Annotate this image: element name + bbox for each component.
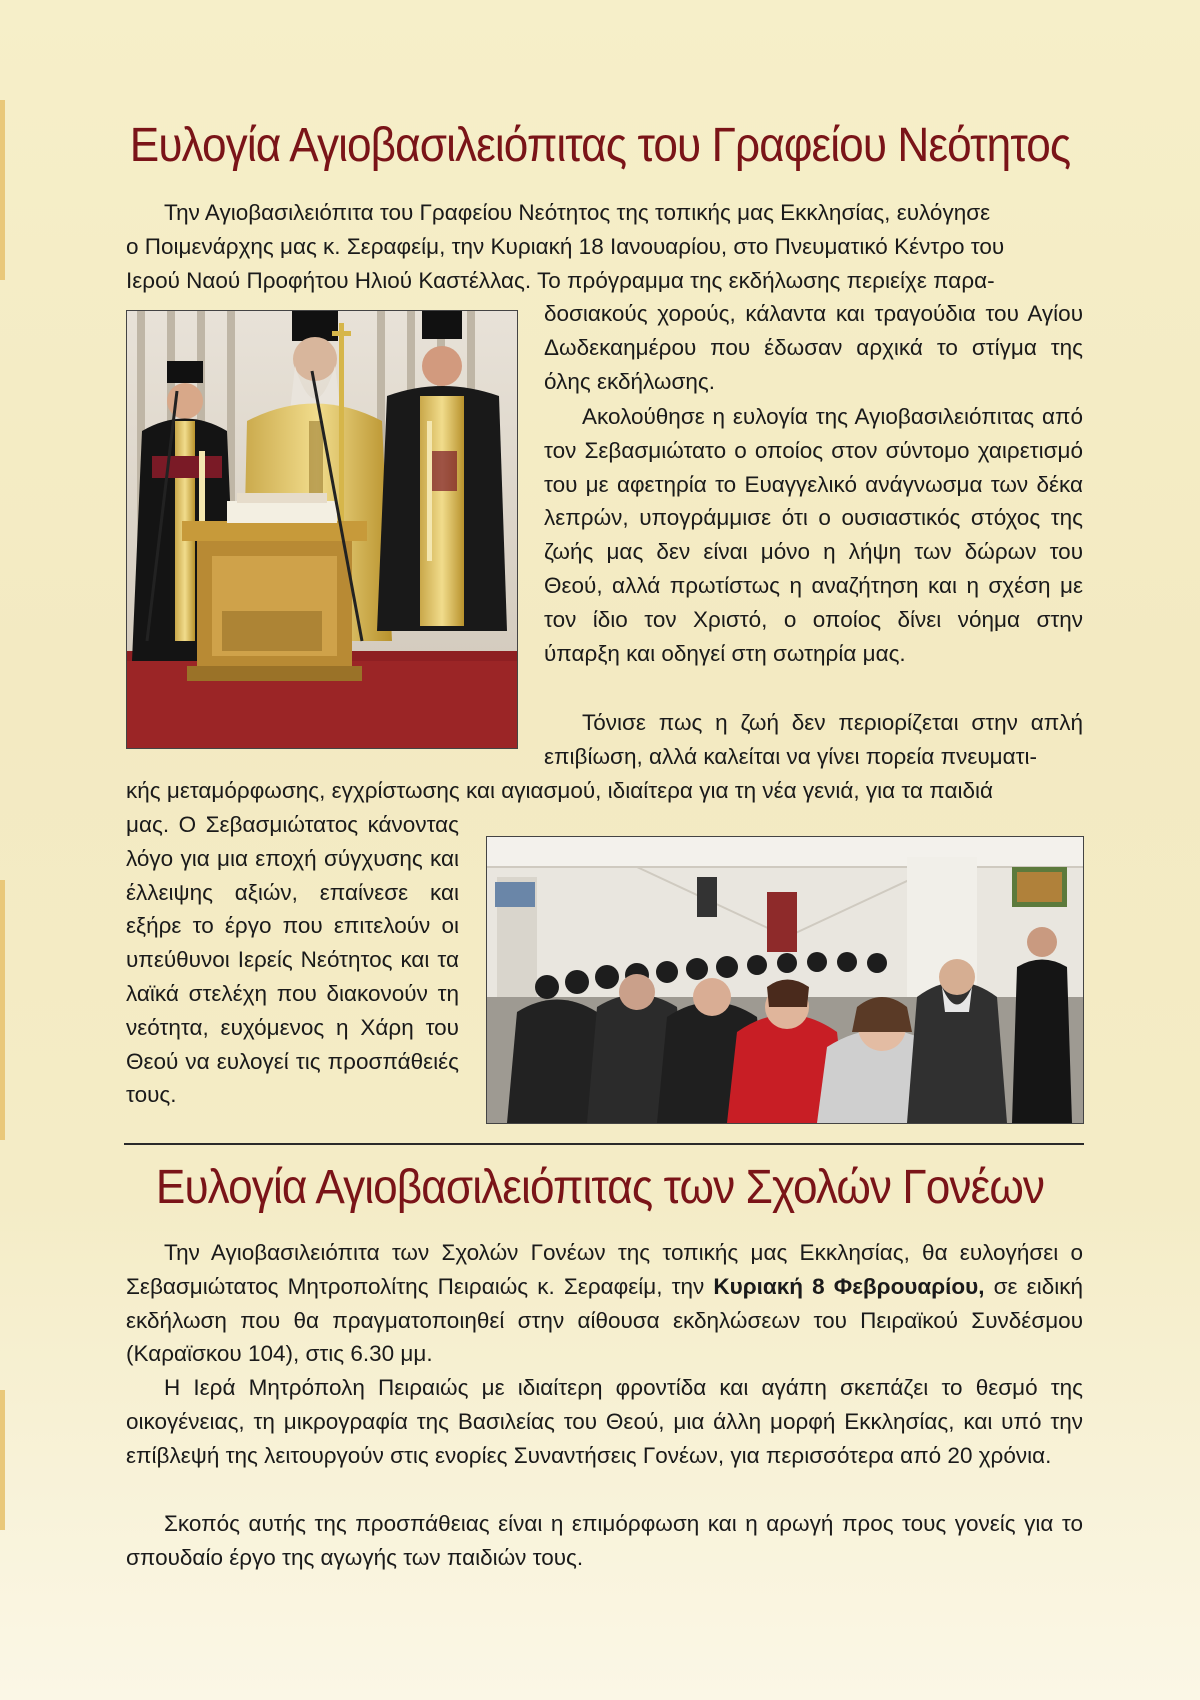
article-title: Ευλογία Αγιοβασιλειόπιτας των Σχολών Γονέων bbox=[155, 1161, 1045, 1214]
page-edge-accent bbox=[0, 1390, 5, 1530]
article-paragraph bbox=[126, 1236, 1083, 1371]
paragraph-text: μας. Ο Σεβασμιώτατος κάνοντας λόγο για μια εποχή σύγχυσης και έλλειψης αξιών, επαίνεσε και εξήρε το έργο που επιτελούν οι υπεύθυνοι Ιερείς Νεότητος και τα λαϊκά στελέχη που διακονούν τη νεότητα, ευχόμενος η Χάρη του Θεού να ευλογεί τις προσπάθειές τους. bbox=[126, 812, 459, 1108]
article-paragraph bbox=[126, 196, 1083, 297]
audience-hall-photo bbox=[486, 836, 1084, 1124]
paragraph-line: Την Αγιοβασιλειόπιτα του Γραφείου Νεότητος της τοπικής μας Εκκλησίας, ευλόγησε bbox=[164, 200, 991, 225]
paragraph-text: δοσιακούς χορούς, κάλαντα και τραγούδια του Αγίου Δωδεκαημέρου που έδωσαν αρχικά το στίγμα της όλης εκδήλωσης. bbox=[544, 301, 1083, 394]
page-edge-accent bbox=[0, 880, 5, 1140]
paragraph-text: Τόνισε πως η ζωή δεν περιορίζεται στην απλή επιβίωση, αλλά καλείται να γίνει πορεία πνευματι- bbox=[544, 710, 1083, 769]
paragraph-text: Η Ιερά Μητρόπολη Πειραιώς με ιδιαίτερη φροντίδα και αγάπη σκεπάζει το θεσμό της οικογένειας, τη μικρογραφία της Βασιλείας του Θεού, μια άλλη μορφή Εκκλησίας, και υπό την επίβλεψή της λειτουργούν στις ενορίες Συναντήσεις Γονέων, για περισσότερα από 20 χρόνια. bbox=[126, 1375, 1083, 1468]
article-paragraph bbox=[126, 808, 459, 1112]
article-paragraph bbox=[126, 1507, 1083, 1575]
paragraph-text: Την Αγιοβασιλειόπιτα των Σχολών Γονέων της τοπικής μας Εκκλησίας, θα ευλογήσει ο Σεβασμιώτατος Μητροπολίτης Πειραιώς κ. Σεραφείμ, την bbox=[126, 1240, 1083, 1299]
article-paragraph bbox=[544, 706, 1083, 774]
section-divider bbox=[124, 1143, 1084, 1145]
paragraph-text: σε ειδική εκδήλωση που θα πραγματοποιηθεί στην αίθουσα εκδηλώσεων του Πειραϊκού Συνδέσμου (Καραϊσκου 104), στις 6.30 μμ. bbox=[126, 1273, 1083, 1367]
paragraph-text: Ακολούθησε η ευλογία της Αγιοβασιλειόπιτας από τον Σεβασμιώτατο ο οποίος στον σύντομο χαιρετισμό του με αφετηρία το Ευαγγελικό ανάγνωσμα των δέκα λεπρών, υπογράμμισε ότι ο ουσιαστικός στόχος της ζωής μας δεν είναι μόνο η λήψη των δώρων του Θεού, αλλά πρωτίστως η αναζήτηση και η σχέση με τον ίδιο τον Χριστό, ο οποίος δίνει νόημα στην ύπαρξη και οδηγεί στη σωτηρία μας. bbox=[544, 404, 1083, 666]
paragraph-text: κής μεταμόρφωσης, εγχρίστωσης και αγιασμού, ιδιαίτερα για τη νέα γενιά, για τα παιδιά bbox=[126, 778, 994, 803]
article-title: Ευλογία Αγιοβασιλειόπιτας του Γραφείου Νεότητος bbox=[129, 119, 1071, 172]
paragraph-text: Σκοπός αυτής της προσπάθειας είναι η επιμόρφωση και η αρωγή προς τους γονείς για το σπουδαίο έργο της αγωγής των παιδιών τους. bbox=[126, 1511, 1083, 1570]
paragraph-line: ο Ποιμενάρχης μας κ. Σεραφείμ, την Κυριακή 18 Ιανουαρίου, στο Πνευματικό Κέντρο του bbox=[126, 233, 1005, 259]
clergy-blessing-photo bbox=[126, 310, 518, 749]
article-paragraph bbox=[544, 297, 1083, 395]
paragraph-line: Ιερού Ναού Προφήτου Ηλιού Καστέλλας. Το πρόγραμμα της εκδήλωσης περιείχε παρα- bbox=[126, 267, 995, 293]
article-paragraph bbox=[126, 774, 1083, 808]
article-paragraph bbox=[126, 1371, 1083, 1472]
event-date: Κυριακή 8 Φεβρουαρίου, bbox=[713, 1273, 985, 1299]
article-paragraph bbox=[544, 400, 1083, 670]
page-edge-accent bbox=[0, 100, 5, 280]
